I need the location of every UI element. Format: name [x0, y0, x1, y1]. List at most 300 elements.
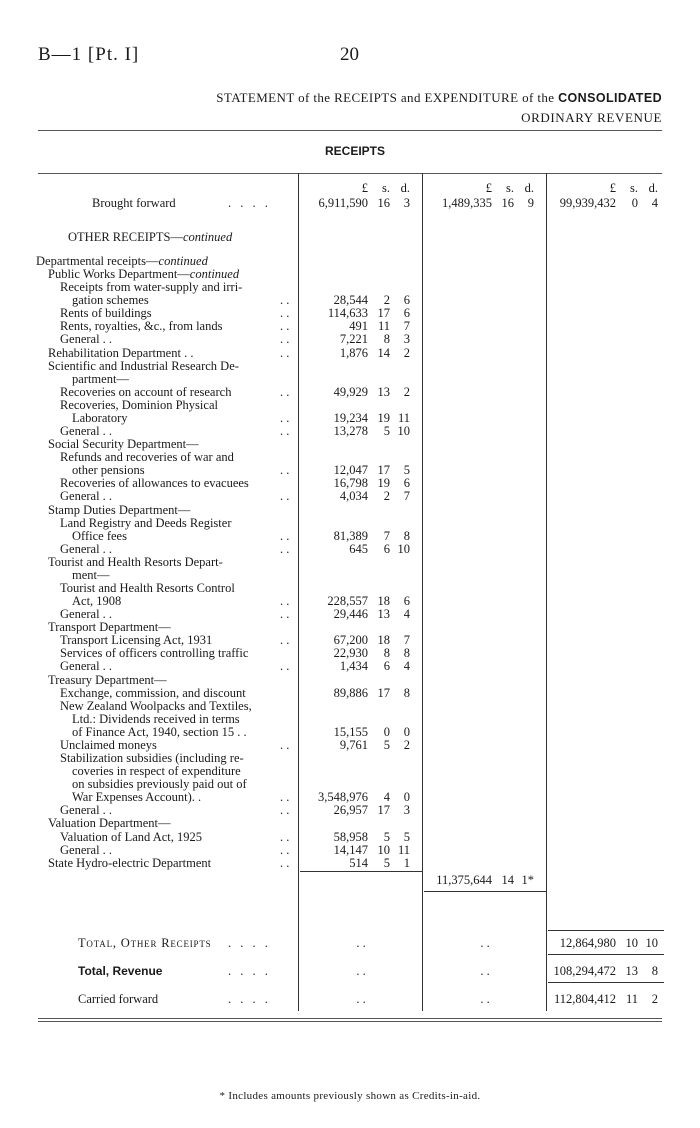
receipt-amount-pence: 4 — [403, 607, 410, 621]
receipt-label-text: General . . — [60, 659, 113, 673]
receipt-label — [72, 777, 247, 791]
receipt-amount — [300, 646, 418, 660]
list-item — [0, 646, 700, 660]
total-top-rule — [548, 930, 664, 931]
receipt-label — [72, 568, 110, 582]
total-row — [0, 936, 700, 950]
receipt-amount-pence: 5 — [403, 463, 410, 477]
leader-dots: . . — [280, 319, 290, 333]
total-c3-amount-shil: 11 — [625, 992, 638, 1006]
receipt-label-text: coveries in respect of expenditure — [72, 764, 241, 778]
receipt-amount — [300, 306, 418, 320]
list-item — [0, 777, 700, 791]
receipt-label-text: Rehabilitation Department . . — [48, 346, 194, 360]
receipt-label-text: Recoveries of allowances to evacuees — [60, 476, 249, 490]
receipt-label — [72, 790, 201, 804]
receipt-amount-pence: 2 — [403, 385, 410, 399]
receipt-amount-pence: 3 — [403, 803, 410, 817]
list-item — [0, 503, 700, 517]
receipt-label — [60, 476, 249, 490]
total-c3-amount — [548, 992, 664, 1006]
receipt-amount-pounds: 26,957 — [333, 803, 368, 817]
receipt-amount-shil: 8 — [383, 332, 390, 346]
footnote: * Includes amounts previously shown as Credits-in-aid. — [219, 1090, 481, 1102]
total-c3-amount-pounds: 108,294,472 — [553, 964, 616, 978]
leader-dots: . . — [280, 463, 290, 477]
receipt-label — [36, 254, 208, 268]
currency-units-c2-shil: s. — [506, 181, 514, 195]
receipt-amount-pounds: 19,234 — [333, 411, 368, 425]
receipt-label-text: ment— — [72, 568, 110, 582]
leader-dots: . . — [280, 659, 290, 673]
receipt-amount-shil: 17 — [377, 803, 390, 817]
subtotal-c2-pounds: 11,375,644 — [436, 873, 492, 887]
list-item — [0, 267, 700, 281]
receipt-label-text: Exchange, commission, and discount — [60, 686, 246, 700]
receipt-label — [72, 712, 240, 726]
receipt-amount — [300, 411, 418, 425]
receipt-label-text: General . . — [60, 607, 113, 621]
column1-sum-rule — [300, 871, 422, 872]
receipt-label — [72, 764, 241, 778]
receipt-label-text: General . . — [60, 489, 113, 503]
total-c3-amount — [548, 964, 664, 978]
receipt-label-text: General . . — [60, 424, 113, 438]
total-rule — [548, 954, 664, 955]
receipt-amount-pounds: 22,930 — [333, 646, 368, 660]
currency-units-c3 — [548, 181, 664, 195]
receipt-amount — [300, 856, 418, 870]
brought-forward-c1 — [300, 196, 418, 210]
receipt-label-text: Tourist and Health Resorts Depart- — [48, 555, 223, 569]
receipt-label-text: War Expenses Account). . — [72, 790, 202, 804]
receipt-amount — [300, 607, 418, 621]
receipt-label — [60, 686, 246, 700]
receipt-amount-pence: 6 — [403, 476, 410, 490]
receipt-amount-pence: 7 — [403, 319, 410, 333]
receipt-label — [60, 607, 112, 621]
statement-title — [140, 90, 662, 106]
other-receipts-heading-main: OTHER RECEIPTS— — [68, 230, 183, 244]
total-c2-placeholder: . . — [480, 964, 490, 978]
subtotal-c2-pence: 1* — [521, 873, 534, 887]
receipt-amount-pence: 11 — [397, 843, 410, 857]
receipt-amount-shil: 13 — [377, 385, 390, 399]
receipt-label-text: Public Works Department— — [48, 267, 190, 281]
subtotal-row — [0, 873, 700, 887]
receipt-label-text: Land Registry and Deeds Register — [60, 516, 232, 530]
total-c3-amount-shil: 13 — [625, 964, 638, 978]
receipt-label — [60, 803, 112, 817]
receipt-label-text: Tourist and Health Resorts Control — [60, 581, 235, 595]
currency-units-c1-pence: d. — [400, 181, 410, 195]
receipt-amount-pounds: 4,034 — [339, 489, 368, 503]
receipt-amount-pence: 10 — [397, 424, 410, 438]
receipt-amount — [300, 830, 418, 844]
receipt-amount-shil: 4 — [383, 790, 390, 804]
receipt-label — [60, 738, 157, 752]
total-row — [0, 992, 700, 1006]
receipt-amount-shil: 6 — [383, 659, 390, 673]
receipt-amount-shil: 5 — [383, 738, 390, 752]
receipt-label — [72, 463, 145, 477]
receipt-amount-pounds: 29,446 — [333, 607, 368, 621]
receipt-amount-pounds: 14,147 — [333, 843, 368, 857]
receipt-label — [60, 843, 112, 857]
receipt-label — [60, 306, 152, 320]
currency-units-c1-pounds: £ — [361, 181, 368, 195]
receipt-label-text: State Hydro-electric Department — [48, 856, 212, 870]
receipt-amount-shil: 7 — [383, 529, 390, 543]
receipt-amount-shil: 18 — [377, 594, 390, 608]
receipt-label — [60, 319, 222, 333]
other-receipts-heading-row — [0, 230, 700, 244]
total-rule — [548, 982, 664, 983]
statement-subtitle: ORDINARY REVENUE — [521, 110, 662, 125]
receipt-amount — [300, 542, 418, 556]
receipt-label-text: of Finance Act, 1940, section 15 . . — [72, 725, 247, 739]
leader-dots: . . — [280, 306, 290, 320]
leader-dots: . . . . — [228, 992, 271, 1006]
leader-dots: . . — [280, 856, 290, 870]
receipt-label-text: Rents, royalties, &c., from lands — [60, 319, 223, 333]
receipt-amount-pence: 8 — [403, 529, 410, 543]
receipt-amount — [300, 293, 418, 307]
receipt-amount-shil: 0 — [383, 725, 390, 739]
receipt-label — [48, 555, 223, 569]
receipt-amount-shil: 19 — [377, 476, 390, 490]
receipt-label — [60, 424, 112, 438]
brought-forward-c3 — [548, 196, 664, 210]
receipt-label — [60, 450, 234, 464]
total-row — [0, 964, 700, 978]
leader-dots: . . — [280, 738, 290, 752]
receipt-label — [60, 581, 235, 595]
total-c1-placeholder: . . — [356, 964, 366, 978]
list-item — [0, 476, 700, 490]
receipt-amount-pence: 6 — [403, 306, 410, 320]
receipt-label — [60, 699, 252, 713]
leader-dots: . . — [280, 332, 290, 346]
brought-forward-c2-pounds: 1,489,335 — [442, 196, 492, 210]
receipt-label — [60, 398, 218, 412]
receipt-label — [48, 816, 171, 830]
receipt-label — [72, 372, 129, 386]
receipt-label-text: other pensions — [72, 463, 145, 477]
brought-forward-c2-shil: 16 — [501, 196, 514, 210]
currency-units-c3-pounds: £ — [609, 181, 616, 195]
list-item — [0, 516, 700, 530]
list-item — [0, 411, 700, 425]
receipt-amount-pence: 6 — [403, 293, 410, 307]
list-item — [0, 542, 700, 556]
brought-forward-c1-pence: 3 — [403, 196, 410, 210]
receipt-amount-shil: 17 — [377, 686, 390, 700]
list-item — [0, 712, 700, 726]
receipt-amount — [300, 843, 418, 857]
table-bottom-rule — [38, 1018, 662, 1019]
receipt-amount-shil: 2 — [383, 293, 390, 307]
receipt-label-text: Valuation of Land Act, 1925 — [60, 830, 202, 844]
receipt-label — [48, 856, 211, 870]
list-item — [0, 293, 700, 307]
list-item — [0, 332, 700, 346]
receipt-amount — [300, 686, 418, 700]
page-header-section: B—1 [Pt. I] — [38, 44, 140, 65]
leader-dots: . . — [280, 843, 290, 857]
receipt-amount-pounds: 67,200 — [333, 633, 368, 647]
total-c1-placeholder: . . — [356, 936, 366, 950]
receipt-amount-shil: 14 — [377, 346, 390, 360]
total-c3-amount-pounds: 12,864,980 — [559, 936, 616, 950]
receipt-label — [60, 385, 231, 399]
total-c2-placeholder: . . — [480, 992, 490, 1006]
receipt-amount-pence: 11 — [397, 411, 410, 425]
table-top-rule — [38, 173, 662, 174]
leader-dots: . . — [280, 790, 290, 804]
list-item — [0, 581, 700, 595]
list-item — [0, 346, 700, 360]
receipt-label — [60, 751, 244, 765]
receipt-amount-pounds: 7,221 — [339, 332, 368, 346]
total-label: Total, Other Receipts — [78, 936, 212, 950]
list-item — [0, 254, 700, 268]
receipt-amount — [300, 463, 418, 477]
receipt-amount — [300, 738, 418, 752]
list-item — [0, 306, 700, 320]
list-item — [0, 686, 700, 700]
receipt-amount-pence: 2 — [403, 738, 410, 752]
receipt-amount-shil: 5 — [383, 424, 390, 438]
total-c2-placeholder: . . — [480, 936, 490, 950]
receipt-label — [60, 489, 112, 503]
receipt-amount — [300, 346, 418, 360]
total-label: Carried forward — [78, 992, 159, 1006]
leader-dots: . . — [280, 607, 290, 621]
list-item — [0, 529, 700, 543]
receipt-label-text: Treasury Department— — [48, 673, 167, 687]
receipt-label-text: Ltd.: Dividends received in terms — [72, 712, 240, 726]
leader-dots: . . — [280, 424, 290, 438]
receipt-label — [48, 503, 190, 517]
leader-dots: . . . . — [228, 936, 271, 950]
receipt-label — [60, 646, 248, 660]
page-number: 20 — [340, 44, 359, 65]
receipt-amount-pence: 0 — [403, 790, 410, 804]
brought-forward-c1-shil: 16 — [377, 196, 390, 210]
list-item — [0, 673, 700, 687]
receipt-label-text: Refunds and recoveries of war and — [60, 450, 234, 464]
receipt-amount-pounds: 13,278 — [333, 424, 368, 438]
receipt-amount — [300, 319, 418, 333]
receipt-label — [60, 659, 112, 673]
receipt-amount-pounds: 1,876 — [339, 346, 368, 360]
list-item — [0, 568, 700, 582]
receipt-label — [48, 437, 199, 451]
leader-dots: . . — [280, 542, 290, 556]
currency-units-c3-pence: d. — [648, 181, 658, 195]
receipt-label-text: General . . — [60, 332, 113, 346]
receipt-label — [72, 725, 247, 739]
total-c3-amount — [548, 936, 664, 950]
receipt-amount-pence: 2 — [403, 346, 410, 360]
receipt-label — [60, 830, 202, 844]
receipt-label — [60, 280, 242, 294]
brought-forward-c2-pence: 9 — [527, 196, 534, 210]
list-item — [0, 738, 700, 752]
receipt-label-text: Office fees — [72, 529, 127, 543]
currency-units-c1-shil: s. — [382, 181, 390, 195]
receipt-label-text: Services of officers controlling traffic — [60, 646, 249, 660]
leader-dots: . . . . — [228, 196, 271, 210]
receipt-label — [72, 529, 127, 543]
receipt-label — [48, 346, 193, 360]
receipt-amount-pence: 0 — [403, 725, 410, 739]
receipt-amount-shil: 19 — [377, 411, 390, 425]
receipt-label-text: Rents of buildings — [60, 306, 152, 320]
receipt-label-text: General . . — [60, 843, 113, 857]
receipt-label-text: on subsidies previously paid out of — [72, 777, 247, 791]
list-item — [0, 359, 700, 373]
brought-forward-c2 — [424, 196, 542, 210]
currency-units-c2 — [424, 181, 542, 195]
receipt-label — [60, 332, 112, 346]
receipt-amount-pence: 7 — [403, 489, 410, 503]
list-item — [0, 620, 700, 634]
brought-forward-c3-pence: 4 — [651, 196, 658, 210]
currency-units-c2-pence: d. — [524, 181, 534, 195]
receipt-amount-shil: 17 — [377, 463, 390, 477]
list-item — [0, 437, 700, 451]
list-item — [0, 816, 700, 830]
list-item — [0, 856, 700, 870]
list-item — [0, 385, 700, 399]
receipt-amount-shil: 2 — [383, 489, 390, 503]
receipt-amount-pounds: 114,633 — [327, 306, 368, 320]
receipt-amount — [300, 594, 418, 608]
receipt-amount-pence: 3 — [403, 332, 410, 346]
brought-forward-c1-pounds: 6,911,590 — [318, 196, 368, 210]
list-item — [0, 463, 700, 477]
receipt-amount-pence: 8 — [403, 686, 410, 700]
currency-units-c1 — [300, 181, 418, 195]
list-item — [0, 489, 700, 503]
table-bottom-rule-2 — [38, 1021, 662, 1022]
receipt-label-text: Recoveries on account of research — [60, 385, 232, 399]
receipt-amount-pounds: 1,434 — [339, 659, 368, 673]
receipt-label — [48, 673, 167, 687]
list-item — [0, 790, 700, 804]
receipt-label — [60, 542, 112, 556]
list-item — [0, 803, 700, 817]
receipt-label-text: Act, 1908 — [72, 594, 122, 608]
receipt-amount-shil: 8 — [383, 646, 390, 660]
leader-dots: . . — [280, 346, 290, 360]
receipt-amount-pounds: 58,958 — [333, 830, 368, 844]
currency-units-c3-shil: s. — [630, 181, 638, 195]
receipt-amount — [300, 790, 418, 804]
receipt-amount — [300, 424, 418, 438]
receipt-amount-pence: 10 — [397, 542, 410, 556]
receipt-label-text: New Zealand Woolpacks and Textiles, — [60, 699, 252, 713]
receipt-amount-pence: 6 — [403, 594, 410, 608]
receipt-amount-pence: 4 — [403, 659, 410, 673]
receipt-label-text: Recoveries, Dominion Physical — [60, 398, 218, 412]
receipt-label — [72, 411, 128, 425]
receipt-label-text: partment— — [72, 372, 129, 386]
leader-dots: . . — [280, 803, 290, 817]
brought-forward-row — [0, 196, 700, 210]
receipt-amount — [300, 659, 418, 673]
total-label: Total, Revenue — [78, 964, 163, 978]
currency-units-c2-pounds: £ — [485, 181, 492, 195]
leader-dots: . . — [280, 293, 290, 307]
receipt-label-text: Unclaimed moneys — [60, 738, 157, 752]
leader-dots: . . . . — [228, 964, 271, 978]
receipt-amount-pence: 7 — [403, 633, 410, 647]
receipt-label — [72, 293, 149, 307]
total-c1-placeholder: . . — [356, 992, 366, 1006]
total-c3-amount-shil: 10 — [625, 936, 638, 950]
receipt-label-text: General . . — [60, 803, 113, 817]
receipt-label — [48, 620, 171, 634]
receipt-label-text: Departmental receipts— — [36, 254, 159, 268]
receipt-amount-pounds: 9,761 — [339, 738, 368, 752]
receipt-label-text: Stamp Duties Department— — [48, 503, 191, 517]
receipts-heading: RECEIPTS — [324, 144, 385, 158]
brought-forward-label: Brought forward — [92, 196, 176, 210]
receipt-amount-pounds: 3,548,976 — [318, 790, 368, 804]
receipt-label-text: Transport Department— — [48, 620, 171, 634]
receipt-label-text: Receipts from water-supply and irri- — [60, 280, 243, 294]
receipt-label-text: Scientific and Industrial Research De- — [48, 359, 239, 373]
total-c3-amount-pounds: 112,804,412 — [553, 992, 616, 1006]
list-item — [0, 424, 700, 438]
receipt-amount — [300, 725, 418, 739]
list-item — [0, 319, 700, 333]
leader-dots: . . — [280, 633, 290, 647]
receipt-label-italic: continued — [158, 254, 208, 268]
receipt-amount — [300, 476, 418, 490]
list-item — [0, 843, 700, 857]
receipt-label — [60, 516, 231, 530]
list-item — [0, 659, 700, 673]
receipt-amount-pence: 1 — [403, 856, 410, 870]
receipt-amount-pounds: 16,798 — [333, 476, 368, 490]
receipt-amount-pounds: 514 — [349, 856, 368, 870]
receipt-amount-pounds: 645 — [349, 542, 368, 556]
receipt-amount — [300, 385, 418, 399]
receipt-amount-shil: 11 — [377, 319, 390, 333]
receipt-amount-pounds: 28,544 — [333, 293, 368, 307]
title-text: STATEMENT of the RECEIPTS and EXPENDITURE of the — [216, 90, 555, 105]
receipt-label-text: Stabilization subsidies (including re- — [60, 751, 244, 765]
receipt-label-text: Transport Licensing Act, 1931 — [60, 633, 213, 647]
receipt-amount-shil: 6 — [383, 542, 390, 556]
total-c3-amount-pence: 10 — [645, 936, 658, 950]
leader-dots: . . — [280, 385, 290, 399]
receipt-amount-shil: 13 — [377, 607, 390, 621]
receipt-label — [48, 267, 239, 281]
receipt-amount — [300, 803, 418, 817]
receipt-amount-pounds: 49,929 — [333, 385, 368, 399]
receipt-amount — [300, 529, 418, 543]
list-item — [0, 633, 700, 647]
list-item — [0, 699, 700, 713]
receipt-amount — [300, 489, 418, 503]
total-c3-amount-pence: 2 — [651, 992, 658, 1006]
currency-header-row — [0, 181, 700, 195]
